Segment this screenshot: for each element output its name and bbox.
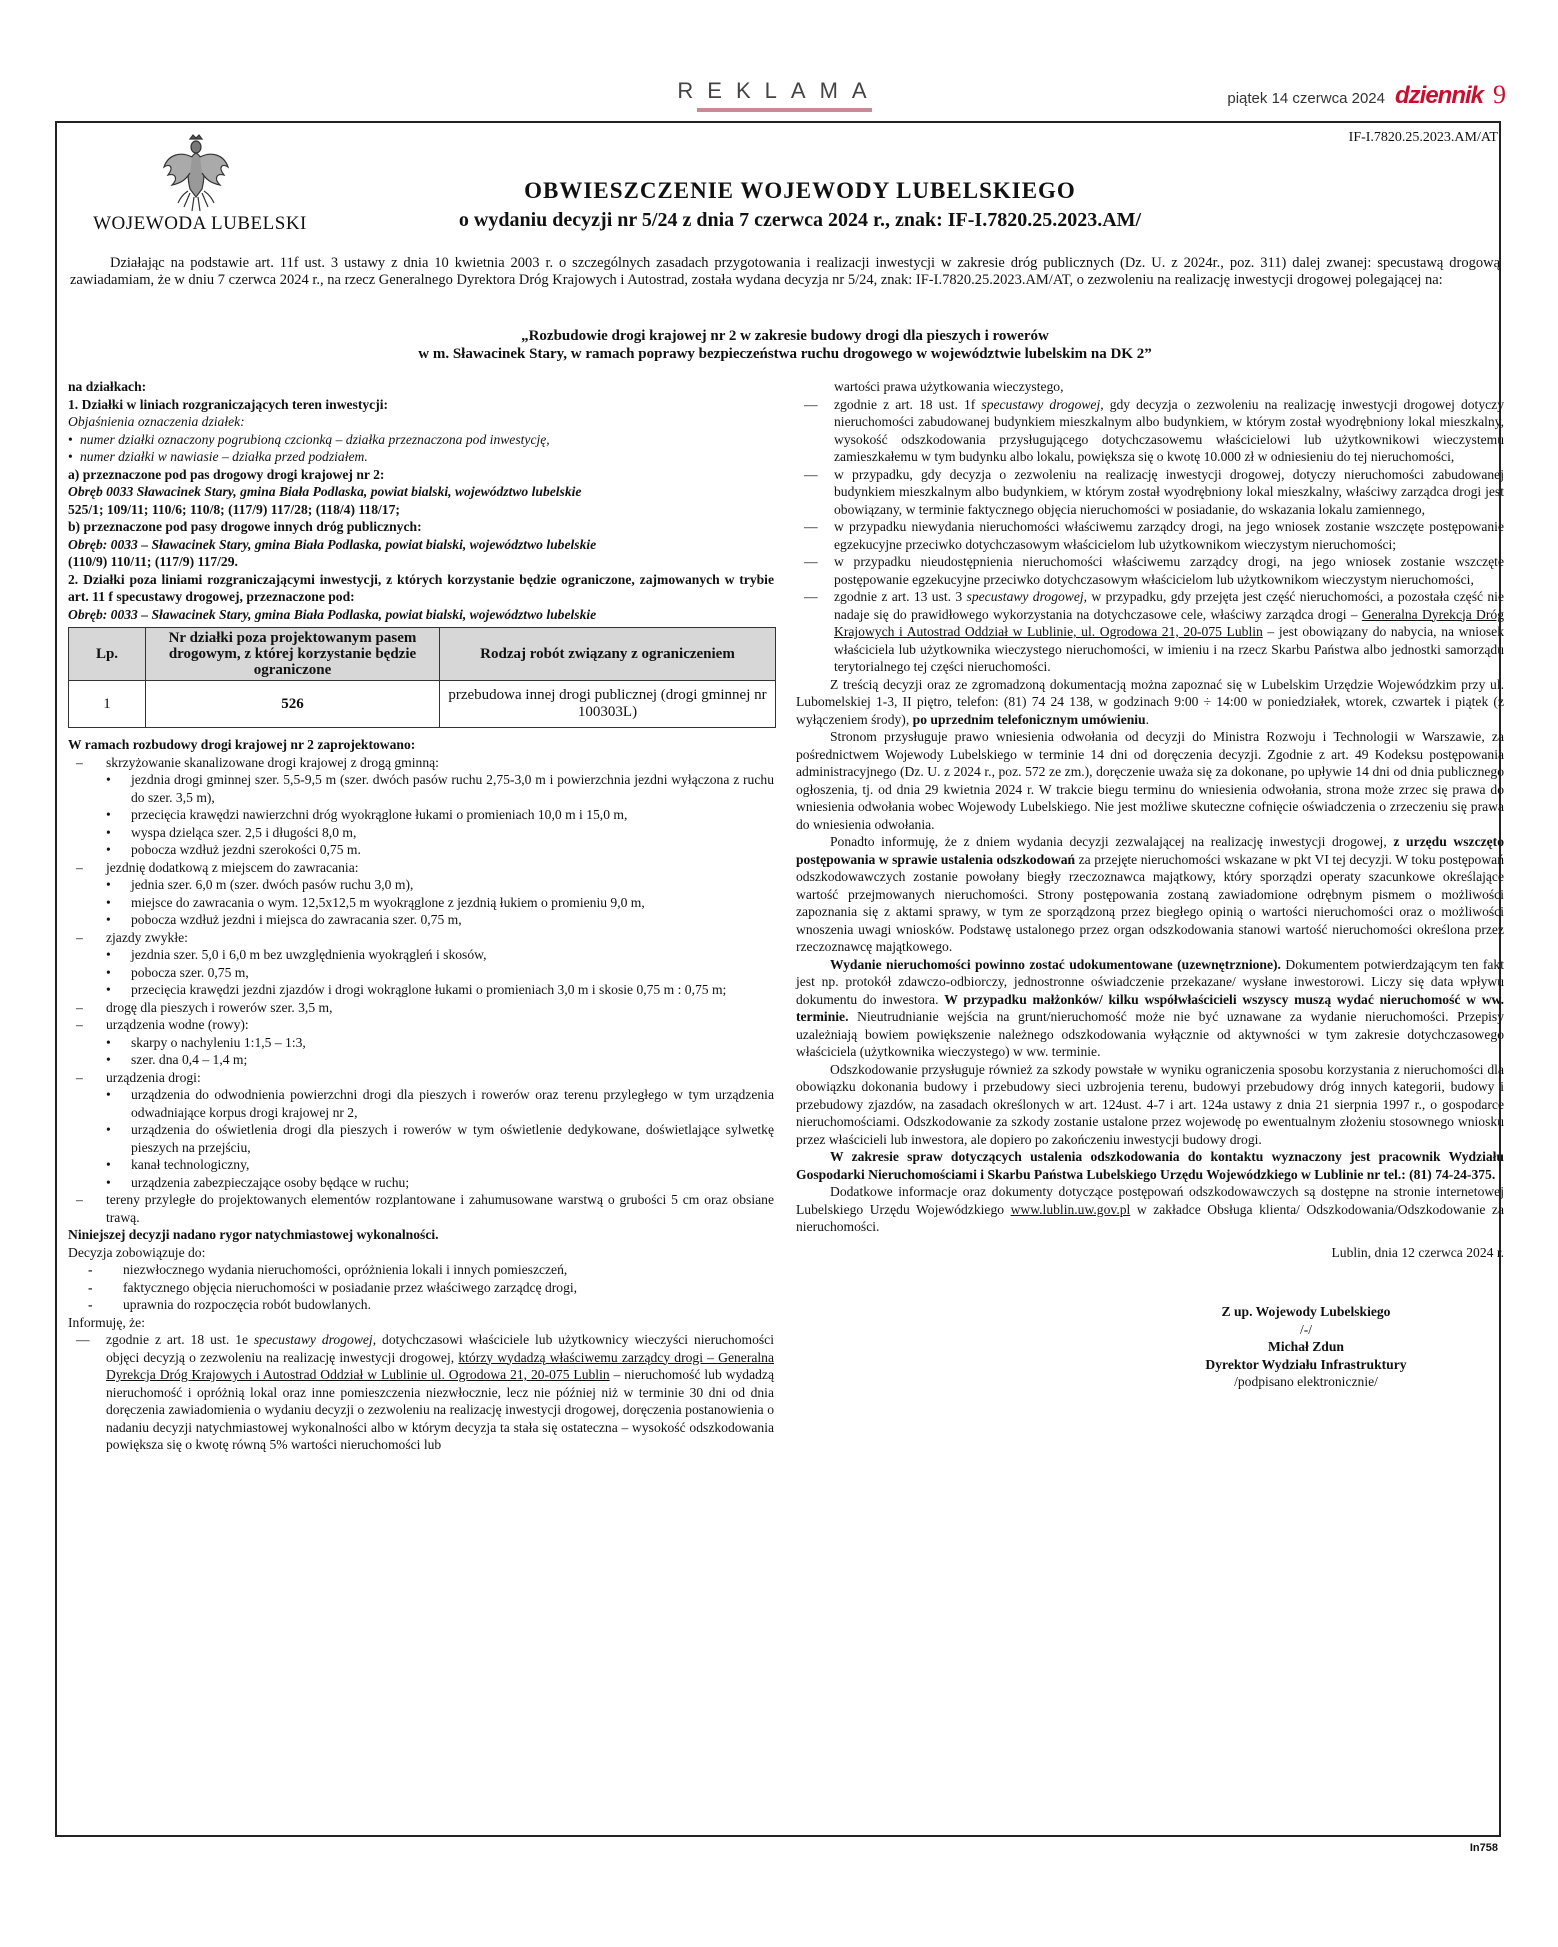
list-item: • jednia szer. 6,0 m (szer. dwóch pasów ruchu 3,0 m), [106, 877, 414, 892]
list-item: • pobocza szer. 0,75 m, [106, 964, 249, 980]
list-item: • wyspa dzieląca szer. 2,5 i długości 8,0 m, [106, 824, 357, 840]
notice-subtitle: o wydaniu decyzji nr 5/24 z dnia 7 czerwca 2024 r., znak: IF-I.7820.25.2023.AM/ [458, 209, 1142, 231]
list-item: — w przypadku nieudostępnienia nieruchomości właściwemu zarządcy drogi, na jego wniosek zostanie wszczęte postępowanie egzekucyjne przeciwko dotychczasowym właścicielom lub użytkownikom wieczystym nieruchomości, [796, 553, 1504, 588]
list-item: - niezwłocznego wydania nieruchomości, opróżnienia lokali i innych pomieszczeń, [68, 1261, 774, 1279]
list-item: • miejsce do zawracania o wym. 12,5x12,5 m wyokrąglone z jezdnią łukiem o promieniu 9,0 m, [106, 894, 645, 910]
website-link[interactable]: www.lublin.uw.gov.pl [1010, 1201, 1131, 1217]
list-item: • jezdnia drogi gminnej szer. 5,5-9,5 m (szer. dwóch pasów ruchu 2,75-3,0 m i powierzchnia jezdni wyłączona z ruchu do szer. 3,5 m), [106, 772, 774, 805]
bullet-icon: • [106, 824, 111, 840]
signature-block [1146, 1303, 1466, 1391]
legend-item: • numer działki oznaczony pogrubioną czcionką – działka przeznaczona pod inwestycję, [68, 431, 550, 447]
list-item: • jezdnia szer. 5,0 i 6,0 m bez uwzględnienia wyokrągleń i skosów, [106, 947, 487, 962]
list-item: – skrzyżowanie skanalizowane drogi krajowej z drogą gminną: [68, 754, 774, 772]
signatory-title: Dyrektor Wydziału Infrastruktury [1205, 1356, 1407, 1372]
section-1-title: 1. Działki w liniach rozgraniczających teren inwestycji: [68, 396, 389, 412]
bullet-icon: • [68, 449, 73, 464]
dash-icon: - [88, 1262, 93, 1277]
bullet-icon: • [106, 1052, 111, 1067]
rigor-statement: Niniejszej decyzji nadano rygor natychmiastowej wykonalności. [68, 1227, 439, 1242]
place-date: Lublin, dnia 12 czerwca 2024 r. [1331, 1244, 1504, 1260]
signatory-name: Michał Zdun [1268, 1339, 1344, 1354]
damages-paragraph: Odszkodowanie przysługuje również za szkody powstałe w wyniku ograniczenia sposobu korzystania z nieruchomości dla obowiązku dokonania budowy i przebudowy sieci uzbrojenia terenu, budowyi przebudowy dróg innych kategorii, budowy i przebudowy zjazdów, na zasadach określonych w art. 124ust. 4-7 i art. 124a ustawy z dnia 21 sierpnia 1997 r., o gospodarce nieruchomościami. Odszkodowanie za szkody zostanie ustalone przez wojewodę po ewentualnym złożeniu stosownego wniosku przez właścicieli lub inwestora, ale dopiero po zakończeniu inwestycji budowy drogi. [796, 1061, 1504, 1147]
page-number: 9 [1493, 80, 1506, 109]
list-item: • pobocza wzdłuż jezdni i miejsca do zawracania szer. 0,75 m, [106, 912, 462, 927]
dash-icon: - [88, 1279, 93, 1295]
table-cell: przebudowa innej drogi publicznej (drogi gminnej nr 100303L) [440, 681, 776, 728]
notice-title: OBWIESZCZENIE WOJEWODY LUBELSKIEGO [524, 178, 1076, 203]
list-item: — zgodnie z art. 18 ust. 1e specustawy drogowej, dotychczasowi właściciele lub użytkownicy wieczyści nieruchomości objęci decyzją o zezwoleniu na realizację inwestycji drogowej, którzy wydadzą właściwemu zarządcy drogi – Generalna Dyrekcja Dróg Krajowych i Autostrad Oddział w Lublinie ul. Ogrodowa 21, 20-075 Lublin – nieruchomość lub wydadzą nieruchomość i opróżnią lokal oraz inne pomieszczenia niezwłocznie, lecz nie później niż w terminie 30 dni od dnia doręczenia zawiadomienia o wydaniu decyzji o zezwoleniu na realizację inwestycji drogowej, doręczenia postanowienia o nadaniu decyzji natychmiastowej wykonalności albo w którym decyzja ta stała się ostateczna – wysokość odszkodowania powiększa się o kwotę równą 5% wartości nieruchomości lub [68, 1331, 774, 1454]
issuer-label: WOJEWODA LUBELSKI [93, 213, 307, 234]
bullet-icon: • [106, 1034, 111, 1050]
table-cell: 526 [146, 681, 440, 728]
page-header-right [1227, 80, 1506, 110]
list-item: - faktycznego objęcia nieruchomości w posiadanie przez właściwego zarządcę drogi, [68, 1279, 774, 1297]
list-item: • szer. dna 0,4 – 1,4 m; [106, 1052, 248, 1067]
section-2-title: 2. Działki poza liniami rozgraniczającymi inwestycji, z których korzystanie będzie ograniczone, zajmowanych w trybie art. 11 f specustawy drogowej, przeznaczone pod: [68, 571, 774, 604]
table-header: Rodzaj robót związany z ograniczeniem [440, 628, 776, 681]
issue-date: piątek 14 czerwca 2024 [1227, 90, 1385, 107]
section-2-obreb: Obręb: 0033 – Sławacinek Stary, gmina Biała Podlaska, powiat bialski, województwo lubelskie [68, 606, 597, 622]
bullet-icon: • [106, 1087, 111, 1102]
section-b-title: b) przeznaczone pod pasy drogowe innych dróg publicznych: [68, 519, 422, 534]
bullet-icon: • [106, 772, 111, 787]
subject-line-2: w m. Sławacinek Stary, w ramach poprawy bezpieczeństwa ruchu drogowego w województwie lubelskim na DK 2” [418, 346, 1152, 362]
table-header: Lp. [69, 628, 146, 681]
legend-title: Objaśnienia oznaczenia działek: [68, 414, 245, 429]
list-item: — w przypadku niewydania nieruchomości właściwemu zarządcy drogi, na jego wniosek zostanie wszczęte postępowanie egzekucyjne przeciwko dotychczasowym właścicielom lub użytkownikom wieczystym nieruchomości; [796, 518, 1504, 553]
list-item: – zjazdy zwykłe: [68, 929, 774, 947]
list-item: — zgodnie z art. 18 ust. 1f specustawy drogowej, gdy decyzja o zezwoleniu na realizację inwestycji drogowej dotyczy nieruchomości zabudowanej budynkiem mieszkalnym albo budynkiem, w którym został wyodrębniony lokal mieszkalny, wysokość odszkodowania przysługującego dotychczasowemu właścicielowi lub użytkownikowi wieczystemu zamieszkałemu w tym budynku albo lokalu, powiększa się o kwotę 10.000 zł w odniesieniu do tej nieruchomości, [796, 396, 1504, 466]
list-item: • urządzenia do odwodnienia powierzchni drogi dla pieszych i rowerów oraz terenu przyległego w tym urządzenia odwadniające korpus drogi krajowej nr 2, [106, 1087, 774, 1120]
signature-note: /podpisano elektronicznie/ [1234, 1374, 1378, 1389]
restricted-plots-table [68, 627, 776, 728]
table-row [69, 681, 776, 728]
bullet-icon: • [68, 431, 73, 447]
bullet-icon: • [106, 1174, 111, 1190]
list-item: — zgodnie z art. 13 ust. 3 specustawy drogowej, w przypadku, gdy przejęta jest część nieruchomości, a pozostała część nie nadaje się do prawidłowego wykorzystania na dotychczasowe cele, właściwy zarządca drogi – Generalna Dyrekcja Dróg Krajowych i Autostrad Oddział w Lublinie, ul. Ogrodowa 21, 20-075 Lublin – jest obowiązany do nabycia, na wniosek właściciela lub użytkownika wieczystego nieruchomości, w imieniu i na rzecz Skarbu Państwa albo jednostki samorządu terytorialnego tej części nieruchomości. [796, 588, 1504, 676]
signature-line: Z up. Wojewody Lubelskiego [1221, 1304, 1391, 1319]
brand-logo: dziennik [1394, 82, 1483, 109]
subject-line-1: „Rozbudowie drogi krajowej nr 2 w zakresie budowy drogi dla pieszych i rowerów [521, 328, 1049, 344]
bullet-icon: • [106, 894, 111, 910]
obligations-heading: Decyzja zobowiązuje do: [68, 1244, 206, 1260]
eagle-emblem-icon [160, 133, 232, 213]
dash-icon: – [76, 1017, 83, 1032]
list-item: • kanał technologiczny, [106, 1157, 250, 1172]
info-paragraph: Dodatkowe informacje oraz dokumenty dotyczące postępowań odszkodowawczych są dostępne na stronie internetowej Lubelskiego Urzędu Wojewódzkiego www.lublin.uw.gov.pl w zakładce Obsługa klienta/ Odszkodowania/Odszkodowanie za nieruchomości. [796, 1184, 1504, 1234]
continued-text: wartości prawa użytkowania wieczystego, [834, 379, 1064, 394]
dash-icon: — [804, 466, 818, 482]
dash-icon: — [804, 554, 818, 569]
section-a-plots: 525/1; 109/11; 110/6; 110/8; (117/9) 117/28; (118/4) 118/17; [68, 501, 400, 517]
dash-icon: – [76, 859, 83, 875]
bullet-icon: • [106, 947, 111, 962]
list-item: – drogę dla pieszych i rowerów szer. 3,5 m, [68, 999, 774, 1017]
bullet-icon: • [106, 912, 111, 927]
list-item: – urządzenia drogi: [68, 1069, 774, 1087]
dash-icon: — [804, 519, 818, 534]
bullet-icon: • [106, 964, 111, 980]
intro-paragraph: Działając na podstawie art. 11f ust. 3 ustawy z dnia 10 kwietnia 2003 r. o szczególnych zasadach przygotowania i realizacji inwestycji w zakresie dróg publicznych (Dz. U. z 2024r., poz. 311) dalej zwanej: specustawą drogową zawiadamiam, że w dniu 7 czerwca 2024 r., na rzecz Generalnego Dyrektora Dróg Krajowych i Autostrad, została wydana decyzja nr 5/24, znak: IF-I.7820.25.2023.AM/AT, o zezwoleniu na realizację inwestycji drogowej polegającej na: [70, 255, 1500, 288]
section-a-obreb: Obręb 0033 Sławacinek Stary, gmina Biała Podlaska, powiat bialski, województwo lubelskie [68, 484, 582, 499]
table-header: Nr działki poza projektowanym pasem drogowym, z której korzystanie będzie ograniczone [146, 628, 440, 681]
contact-paragraph: W zakresie spraw dotyczących ustalenia odszkodowania do kontaktu wyznaczony jest pracownik Wydziału Gospodarki Nieruchomościami i Skarbu Państwa Lubelskiego Urzędu Wojewódzkiego w Lublinie nr tel.: (81) 74-24-375. [796, 1149, 1504, 1182]
list-item: • przecięcia krawędzi jezdni zjazdów i drogi wokrąglone łukami o promieniach 3,0 m i skosie 0,75 m : 0,75 m; [106, 982, 727, 997]
list-item: — w przypadku, gdy decyzja o zezwoleniu na realizację inwestycji drogowej, dotyczy nieruchomości zabudowanej budynkiem mieszkalnym albo budynkiem, w którym został wyodrębniony lokal mieszkalny, właściwy zarządca drogi jest obowiązany, w terminie faktycznego objęcia nieruchomości w posiadanie, do wskazania lokalu zamiennego, [796, 466, 1504, 519]
appeal-paragraph: Stronom przysługuje prawo wniesienia odwołania od decyzji do Ministra Rozwoju i Technologii w Warszawie, za pośrednictwem Wojewody Lubelskiego w terminie 14 dni od doręczenia decyzji. Zgodnie z art. 49 Kodeksu postępowania administracyjnego (Dz. U. z 2024 r., poz. 572 ze zm.), doręczenie uważa się za dokonane, po upływie 14 dni od dnia publicznego ogłoszenia, tj. od dnia 29 kwietnia 2024 r. W trakcie biegu terminu do wniesienia odwołania, strona może zrzec się prawa do wniesienia odwołania wobec Wojewody Lubelskiego. Nie jest możliwe skuteczne cofnięcie oświadczenia o zrzeczeniu się prawa do wniesienia odwołania. [796, 729, 1504, 832]
legend-item: • numer działki w nawiasie – działka przed podziałem. [68, 449, 368, 464]
section-a-title: a) przeznaczone pod pas drogowy drogi krajowej nr 2: [68, 466, 385, 482]
table-header-row [69, 628, 776, 681]
table-cell: 1 [69, 681, 146, 728]
dash-icon: — [76, 1332, 90, 1347]
handover-paragraph: Wydanie nieruchomości powinno zostać udokumentowane (uzewnętrznione). Dokumentem potwierdzającym ten fakt jest np. protokół zdawczo-odbiorczy, jednostronne oświadczenie przekazane/ wysłane inwestorowi. Liczy się data wpływu dokumentu do inwestora. W przypadku małżonków/ kilku współwłaścicieli wszyscy muszą wydać nieruchomość w ww. terminie. Nieutrudnianie wejścia na grunt/nieruchomość może nie być uznawane za wydanie nieruchomości. Przepisy uzależniają bowiem powiększenie należnego odszkodowania wyłącznie od aktywności w tym zakresie dotychczasowego właściciela (użytkownika wieczystego) w ww. terminie. [796, 956, 1505, 1059]
plots-heading: na działkach: [68, 379, 147, 394]
reference-number: IF-I.7820.25.2023.AM/AT [1348, 130, 1498, 145]
project-heading: W ramach rozbudowy drogi krajowej nr 2 zaprojektowano: [68, 737, 416, 752]
list-item: - uprawnia do rozpoczęcia robót budowlanych. [68, 1296, 774, 1314]
right-column [796, 378, 1504, 1391]
section-b-obreb: Obręb: 0033 – Sławacinek Stary, gmina Biała Podlaska, powiat bialski, województwo lubelskie [68, 536, 597, 552]
dash-icon: – [76, 754, 83, 770]
list-item: – urządzenia wodne (rowy): [68, 1016, 774, 1034]
list-item: – tereny przyległe do projektowanych elementów rozplantowane i zahumusowane warstwą o grubości 5 cm oraz obsiane trawą. [68, 1191, 774, 1226]
documentation-paragraph: Z treścią decyzji oraz ze zgromadzoną dokumentacją można zapoznać się w Lubelskim Urzędzie Wojewódzkim przy ul. Lubomelskiej 1-3, II piętro, telefon: (81) 74 24 138, w godzinach 9:00 ÷ 14:00 w poniedziałek, wtorek, czwartek i piątek (z wyłączeniem środy), po uprzednim telefonicznym umówieniu. [796, 676, 1504, 727]
dash-icon: — [804, 396, 818, 412]
bullet-icon: • [106, 842, 111, 857]
bullet-icon: • [106, 1122, 111, 1137]
dash-icon: – [76, 929, 83, 945]
bullet-icon: • [106, 877, 111, 892]
investment-subject [70, 327, 1500, 363]
list-item: • przecięcia krawędzi nawierzchni dróg wyokrąglone łukami o promieniach 10,0 m i 15,0 m, [106, 807, 628, 822]
bullet-icon: • [106, 807, 111, 822]
section-b-plots: (110/9) 110/11; (117/9) 117/29. [68, 554, 238, 569]
left-column [68, 378, 774, 1454]
dash-icon: – [76, 1192, 83, 1207]
dash-icon: – [76, 1069, 83, 1085]
list-item: • pobocza wzdłuż jezdni szerokości 0,75 m. [106, 842, 361, 857]
compensation-paragraph: Ponadto informuję, że z dniem wydania decyzji zezwalającej na realizację inwestycji drogowej, z urzędu wszczęto postępowania w sprawie ustalenia odszkodowań za przejęte nieruchomości wskazane w pkt VI tej decyzji. W toku postępowań odszkodowawczych zostanie powołany biegły rzeczoznawca majątkowy, który sporządzi operaty szacunkowe określające wartość przejmowanych nieruchomości. Strony postępowania zostaną zawiadomione odrębnym pismem o możliwości zapoznania się z aktami sprawy, w tym ze sporządzoną przez biegłego opinią o wartości nieruchomości oraz o możliwości wnoszenia uwagi wniosków. Podstawę ustalonego przez organ odszkodowania stanowi wartość nieruchomości określona przez rzeczoznawcę majątkowego. [796, 834, 1505, 954]
bullet-icon: • [106, 982, 111, 997]
list-item: – jezdnię dodatkową z miejscem do zawracania: [68, 859, 774, 877]
bullet-icon: • [106, 1157, 111, 1172]
list-item: • urządzenia zabezpieczające osoby będące w ruchu; [106, 1174, 410, 1190]
dash-icon: - [88, 1297, 93, 1312]
section-underline [697, 108, 872, 112]
list-item: • skarpy o nachyleniu 1:1,5 – 1:3, [106, 1034, 306, 1050]
inform-heading: Informuję, że: [68, 1314, 145, 1330]
ad-code: In758 [1469, 1842, 1498, 1854]
section-label: REKLAMA [677, 78, 881, 103]
list-item: • urządzenia do oświetlenia drogi dla pieszych i rowerów w tym oświetlenie dedykowane, doświetlające sylwetkę pieszych na przejściu, [106, 1122, 774, 1155]
dash-icon: — [804, 589, 818, 604]
signature-mark: /-/ [1299, 1321, 1313, 1337]
dash-icon: – [76, 999, 83, 1015]
